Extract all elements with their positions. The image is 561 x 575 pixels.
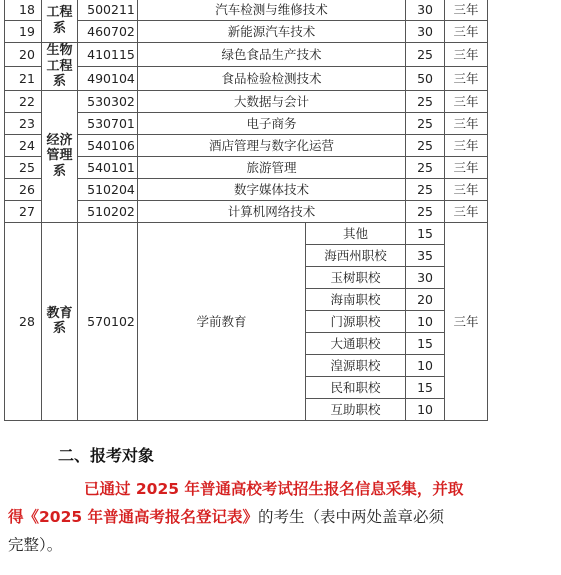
department-economics-management-line: 管理: [46, 148, 73, 164]
major-code: 530302: [78, 90, 138, 112]
major-name: 旅游管理: [138, 156, 406, 178]
enrollment-plan: 10: [406, 398, 445, 420]
enrollment-plan: 30: [406, 21, 445, 43]
eligibility-red-line-1: 已通过 2025 年普通高校考试招生报名信息采集，并取: [84, 480, 464, 498]
eligibility-black-line-2: 的考生（表中两处盖章必须: [258, 508, 445, 526]
department-engineering-line: 系: [52, 20, 66, 36]
school-name: 海西州职校: [306, 244, 406, 266]
department-economics-management-line: 经济: [46, 132, 73, 148]
major-code: 460702: [78, 21, 138, 43]
major-code: 500211: [78, 0, 138, 21]
eligibility-paragraph: [8, 475, 548, 559]
enrollment-plan: 15: [406, 222, 445, 244]
school-name: 大通职校: [306, 332, 406, 354]
table-row: [5, 156, 488, 178]
enrollment-plan: 15: [406, 332, 445, 354]
enrollment-plan: 25: [406, 200, 445, 222]
row-number: 21: [5, 66, 42, 90]
study-years: 三年: [445, 90, 488, 112]
table-row: [5, 21, 488, 43]
major-code: 510204: [78, 178, 138, 200]
eligibility-line-2: [8, 503, 548, 531]
school-name: 民和职校: [306, 376, 406, 398]
department-bio-engineering-line: 系: [52, 74, 66, 90]
study-years: 三年: [445, 134, 488, 156]
department-education-line: 系: [52, 321, 66, 337]
department-bio-engineering-line: 工程: [46, 58, 73, 74]
major-code: 490104: [78, 66, 138, 90]
major-code: 530701: [78, 112, 138, 134]
admissions-table: [4, 0, 488, 421]
table-row: [5, 66, 488, 90]
enrollment-plan: 10: [406, 310, 445, 332]
row-number: 24: [5, 134, 42, 156]
major-name: 计算机网络技术: [138, 200, 406, 222]
table-row: [5, 90, 488, 112]
school-name: 互助职校: [306, 398, 406, 420]
table-row: [5, 200, 488, 222]
enrollment-plan: 50: [406, 66, 445, 90]
row-number: 25: [5, 156, 42, 178]
department-engineering: [42, 0, 78, 43]
study-years: 三年: [445, 200, 488, 222]
major-name: 食品检验检测技术: [138, 66, 406, 90]
eligibility-line-3: 完整）。: [8, 536, 63, 554]
enrollment-plan: 25: [406, 43, 445, 67]
study-years: 三年: [445, 21, 488, 43]
school-name: 门源职校: [306, 310, 406, 332]
major-code: 570102: [78, 222, 138, 420]
department-economics-management: [42, 90, 78, 222]
study-years: 三年: [445, 0, 488, 21]
major-name: 酒店管理与数字化运营: [138, 134, 406, 156]
major-name: 大数据与会计: [138, 90, 406, 112]
department-engineering-line: 工程: [46, 4, 73, 20]
enrollment-plan: 25: [406, 90, 445, 112]
enrollment-plan: 25: [406, 178, 445, 200]
school-name: 海南职校: [306, 288, 406, 310]
table-row: [5, 134, 488, 156]
row-number: 27: [5, 200, 42, 222]
table-row: [5, 43, 488, 67]
table-row: [5, 178, 488, 200]
department-education: [42, 222, 78, 420]
row-number: 26: [5, 178, 42, 200]
row-number: 22: [5, 90, 42, 112]
major-name: 学前教育: [138, 222, 306, 420]
study-years: 三年: [445, 156, 488, 178]
table-row: [5, 0, 488, 21]
row-number: 19: [5, 21, 42, 43]
study-years: 三年: [445, 222, 488, 420]
school-name: 湟源职校: [306, 354, 406, 376]
row-number: 20: [5, 43, 42, 67]
enrollment-plan: 25: [406, 112, 445, 134]
section-title: 二、报考对象: [58, 446, 155, 465]
enrollment-plan: 15: [406, 376, 445, 398]
school-name: 玉树职校: [306, 266, 406, 288]
enrollment-plan: 25: [406, 156, 445, 178]
row-number: 23: [5, 112, 42, 134]
department-bio-engineering: [42, 43, 78, 91]
enrollment-plan: 30: [406, 266, 445, 288]
major-name: 绿色食品生产技术: [138, 43, 406, 67]
enrollment-plan: 35: [406, 244, 445, 266]
major-code: 510202: [78, 200, 138, 222]
eligibility-red-line-2: 得《2025 年普通高考报名登记表》: [8, 508, 259, 526]
table-row: [5, 222, 488, 244]
enrollment-plan: 20: [406, 288, 445, 310]
major-name: 汽车检测与维修技术: [138, 0, 406, 21]
major-code: 410115: [78, 43, 138, 67]
school-name: 其他: [306, 222, 406, 244]
study-years: 三年: [445, 112, 488, 134]
row-number: 28: [5, 222, 42, 420]
table-row: [5, 112, 488, 134]
study-years: 三年: [445, 66, 488, 90]
department-bio-engineering-line: 生物: [46, 43, 73, 58]
major-name: 数字媒体技术: [138, 178, 406, 200]
department-economics-management-line: 系: [52, 164, 66, 180]
enrollment-plan: 10: [406, 354, 445, 376]
study-years: 三年: [445, 43, 488, 67]
major-name: 电子商务: [138, 112, 406, 134]
enrollment-plan: 25: [406, 134, 445, 156]
major-code: 540106: [78, 134, 138, 156]
major-name: 新能源汽车技术: [138, 21, 406, 43]
study-years: 三年: [445, 178, 488, 200]
major-code: 540101: [78, 156, 138, 178]
row-number: 18: [5, 0, 42, 21]
department-education-line: 教育: [46, 305, 73, 321]
enrollment-plan: 30: [406, 0, 445, 21]
